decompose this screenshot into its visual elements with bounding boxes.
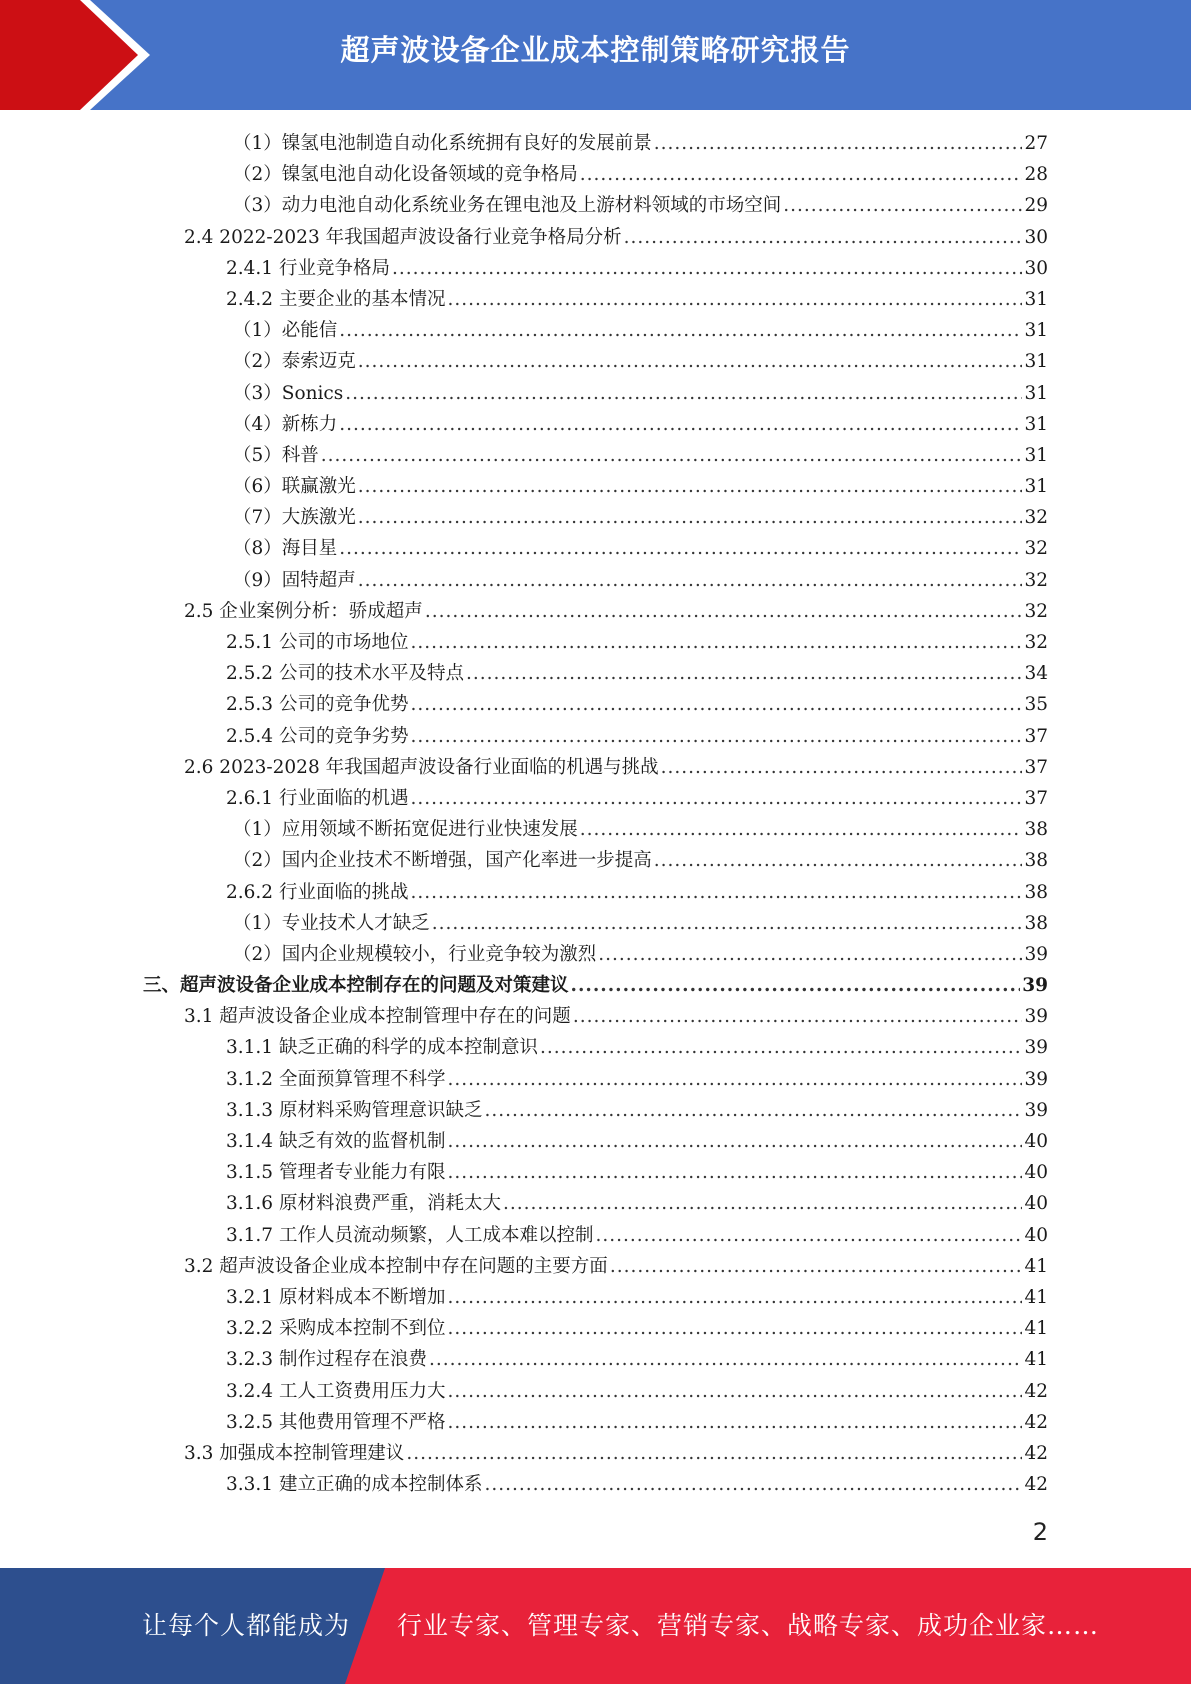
toc-entry-label: 3.1 超声波设备企业成本控制管理中存在的问题: [184, 1006, 571, 1028]
page-footer: [0, 1568, 1191, 1684]
toc-entry[interactable]: [0, 1126, 1191, 1157]
toc-entry-page: 32: [1024, 538, 1048, 560]
toc-entry[interactable]: [0, 783, 1191, 814]
toc-leader-dots: [503, 1188, 1022, 1219]
toc-entry-label: （2）国内企业技术不断增强，国产化率进一步提高: [233, 850, 652, 872]
toc-entry[interactable]: [0, 471, 1191, 502]
toc-entry[interactable]: [0, 190, 1191, 221]
toc-entry-page: 39: [1024, 1099, 1048, 1121]
toc-entry-page: 40: [1024, 1224, 1048, 1246]
toc-entry-page: 40: [1024, 1162, 1048, 1184]
toc-leader-dots: [358, 565, 1023, 596]
toc-entry-page: 29: [1024, 195, 1048, 217]
toc-entry-page: 30: [1024, 257, 1048, 279]
toc-entry-label: 3.1.4 缺乏有效的监督机制: [226, 1131, 446, 1152]
toc-entry[interactable]: [0, 222, 1191, 253]
toc-entry-label: 2.5.4 公司的竞争劣势: [226, 725, 409, 747]
toc-entry-label: 3.2 超声波设备企业成本控制中存在问题的主要方面: [184, 1255, 608, 1277]
toc-entry[interactable]: [0, 1001, 1191, 1032]
toc-entry-page: 31: [1024, 444, 1048, 466]
toc-entry-label: 3.1.5 管理者专业能力有限: [226, 1162, 446, 1184]
toc-entry-page: 39: [1024, 1037, 1048, 1059]
toc-entry-label: 3.1.3 原材料采购管理意识缺乏: [226, 1099, 483, 1121]
toc-leader-dots: [447, 284, 1022, 315]
toc-entry[interactable]: [0, 970, 1191, 1001]
toc-leader-dots: [339, 315, 1022, 346]
toc-entry[interactable]: [0, 1469, 1191, 1500]
toc-leader-dots: [783, 190, 1022, 221]
toc-entry-page: 27: [1024, 133, 1048, 154]
toc-entry-label: 3.2.2 采购成本控制不到位: [226, 1318, 446, 1340]
toc-leader-dots: [573, 1001, 1023, 1032]
toc-entry[interactable]: [0, 752, 1191, 783]
toc-entry[interactable]: [0, 1407, 1191, 1438]
toc-leader-dots: [392, 253, 1022, 284]
toc-entry[interactable]: [0, 502, 1191, 533]
toc-leader-dots: [540, 1032, 1022, 1063]
toc-entry-label: 2.5.2 公司的技术水平及特点: [226, 663, 464, 685]
toc-entry[interactable]: [0, 128, 1191, 159]
toc-entry-label: （4）新栋力: [233, 413, 338, 435]
toc-leader-dots: [654, 845, 1023, 876]
toc-entry[interactable]: [0, 533, 1191, 564]
toc-entry-label: （1）专业技术人才缺乏: [233, 912, 430, 934]
toc-leader-dots: [339, 409, 1022, 440]
toc-leader-dots: [580, 814, 1023, 845]
toc-leader-dots: [447, 1064, 1022, 1095]
page-header: [0, 0, 1191, 110]
toc-leader-dots: [358, 346, 1023, 377]
toc-entry-page: 38: [1024, 819, 1048, 841]
toc-entry[interactable]: [0, 1438, 1191, 1469]
page-number: 2: [1032, 1518, 1048, 1546]
toc-entry[interactable]: [0, 253, 1191, 284]
toc-entry[interactable]: [0, 1376, 1191, 1407]
toc-entry-label: 2.5 企业案例分析：骄成超声: [184, 600, 423, 622]
toc-entry[interactable]: [0, 689, 1191, 720]
toc-entry-label: （1）镍氢电池制造自动化系统拥有良好的发展前景: [233, 133, 652, 154]
toc-entry[interactable]: [0, 1220, 1191, 1251]
toc-entry-label: （7）大族激光: [233, 507, 356, 529]
toc-entry-page: 39: [1024, 1068, 1048, 1090]
toc-leader-dots: [358, 471, 1023, 502]
toc-leader-dots: [484, 1095, 1022, 1126]
toc-leader-dots: [484, 1469, 1022, 1500]
toc-entry-label: （3）动力电池自动化系统业务在锂电池及上游材料领域的市场空间: [233, 195, 782, 217]
toc-entry-label: 3.2.3 制作过程存在浪费: [226, 1349, 427, 1371]
toc-entry[interactable]: [0, 378, 1191, 409]
toc-entry-page: 39: [1024, 943, 1048, 965]
toc-entry-label: 3.2.5 其他费用管理不严格: [226, 1411, 446, 1433]
toc-leader-dots: [345, 378, 1022, 409]
toc-entry[interactable]: [0, 440, 1191, 471]
toc-leader-dots: [447, 1313, 1022, 1344]
toc-entry-label: 3.1.7 工作人员流动频繁，人工成本难以控制: [226, 1224, 594, 1246]
toc-entry[interactable]: [0, 627, 1191, 658]
toc-entry-label: （1）必能信: [233, 320, 338, 342]
toc-entry-label: 3.1.2 全面预算管理不科学: [226, 1068, 446, 1090]
toc-leader-dots: [595, 1220, 1022, 1251]
report-title: 超声波设备企业成本控制策略研究报告: [340, 33, 851, 67]
toc-entry-page: 39: [1024, 1006, 1048, 1028]
toc-entry-label: 2.4 2022-2023 年我国超声波设备行业竞争格局分析: [184, 226, 622, 248]
toc-entry-label: （6）联赢激光: [233, 476, 356, 498]
toc-entry[interactable]: [0, 1188, 1191, 1219]
toc-entry-page: 38: [1024, 850, 1048, 872]
toc-entry-label: 2.4.1 行业竞争格局: [226, 257, 390, 279]
toc-entry-label: （5）科普: [233, 444, 319, 466]
toc-entry[interactable]: [0, 908, 1191, 939]
toc-entry-page: 30: [1024, 226, 1048, 248]
toc-entry[interactable]: [0, 315, 1191, 346]
toc-entry-label: （1）应用领域不断拓宽促进行业快速发展: [233, 819, 578, 841]
toc-leader-dots: [425, 596, 1023, 627]
toc-entry-label: （2）国内企业规模较小，行业竞争较为激烈: [233, 943, 597, 965]
toc-entry-page: 41: [1024, 1318, 1048, 1340]
toc-entry[interactable]: [0, 346, 1191, 377]
toc-entry-label: 3.3 加强成本控制管理建议: [184, 1442, 405, 1464]
toc-entry[interactable]: [0, 159, 1191, 190]
toc-entry[interactable]: [0, 1282, 1191, 1313]
toc-leader-dots: [447, 1282, 1022, 1313]
toc-leader-dots: [661, 752, 1023, 783]
toc-entry-page: 42: [1024, 1411, 1048, 1433]
toc-entry-label: 2.5.1 公司的市场地位: [226, 632, 409, 653]
toc-entry[interactable]: [0, 596, 1191, 627]
toc-entry-label: （3）Sonics: [233, 382, 344, 404]
toc-entry[interactable]: [0, 1032, 1191, 1063]
toc-entry-page: 42: [1024, 1442, 1048, 1464]
toc-entry[interactable]: [0, 1064, 1191, 1095]
toc-leader-dots: [598, 939, 1022, 970]
toc-entry-label: 2.6.2 行业面临的挑战: [226, 881, 409, 903]
toc-entry[interactable]: [0, 1095, 1191, 1126]
toc-leader-dots: [429, 1344, 1022, 1375]
toc-entry-label: 2.5.3 公司的竞争优势: [226, 694, 409, 716]
toc-entry-page: 42: [1024, 1380, 1048, 1402]
toc-leader-dots: [447, 1157, 1022, 1188]
toc-entry[interactable]: [0, 1157, 1191, 1188]
toc-leader-dots: [410, 689, 1022, 720]
toc-leader-dots: [447, 1407, 1022, 1438]
toc-entry[interactable]: [0, 284, 1191, 315]
toc-entry-label: 2.6.1 行业面临的机遇: [226, 787, 409, 809]
footer-slogan-left: 让每个人都能成为: [142, 1611, 351, 1640]
toc-entry[interactable]: [0, 1344, 1191, 1375]
toc-entry-page: 32: [1024, 507, 1048, 529]
toc-leader-dots: [447, 1126, 1022, 1157]
toc-entry-label: （2）泰索迈克: [233, 351, 356, 373]
toc-entry-label: 2.6 2023-2028 年我国超声波设备行业面临的机遇与挑战: [184, 756, 659, 778]
toc-leader-dots: [410, 783, 1022, 814]
toc-entry[interactable]: [0, 409, 1191, 440]
toc-entry-label: 3.2.4 工人工资费用压力大: [226, 1380, 446, 1402]
toc-entry-page: 31: [1024, 320, 1048, 342]
toc-entry-page: 32: [1024, 600, 1048, 622]
toc-entry[interactable]: [0, 565, 1191, 596]
toc-entry-page: 28: [1024, 164, 1048, 186]
toc-entry-label: 2.4.2 主要企业的基本情况: [226, 288, 446, 310]
footer-slogan-right: 行业专家、管理专家、营销专家、战略专家、成功企业家……: [397, 1611, 1100, 1640]
toc-entry[interactable]: [0, 814, 1191, 845]
toc-leader-dots: [410, 627, 1022, 658]
toc-leader-dots: [624, 222, 1023, 253]
toc-entry-page: 37: [1024, 756, 1048, 778]
toc-entry-page: 40: [1024, 1193, 1048, 1215]
toc-entry[interactable]: [0, 1313, 1191, 1344]
toc-entry-page: 34: [1024, 663, 1048, 685]
toc-leader-dots: [580, 159, 1023, 190]
toc-leader-dots: [406, 1438, 1022, 1469]
toc-entry-label: 三、超声波设备企业成本控制存在的问题及对策建议: [143, 975, 569, 997]
toc-leader-dots: [610, 1251, 1023, 1282]
toc-entry-label: （2）镍氢电池自动化设备领域的竞争格局: [233, 164, 578, 186]
toc-entry-page: 40: [1024, 1131, 1048, 1152]
toc-entry-page: 31: [1024, 288, 1048, 310]
toc-leader-dots: [447, 1376, 1022, 1407]
toc-entry-page: 31: [1024, 382, 1048, 404]
toc-entry-label: 3.3.1 建立正确的成本控制体系: [226, 1474, 483, 1496]
toc-leader-dots: [432, 908, 1023, 939]
toc-entry-label: （8）海目星: [233, 538, 338, 560]
toc-entry[interactable]: [0, 939, 1191, 970]
toc-entry-page: 41: [1024, 1286, 1048, 1308]
toc-entry-label: 3.1.6 原材料浪费严重，消耗太大: [226, 1193, 501, 1215]
toc-entry-page: 32: [1024, 632, 1048, 653]
toc-entry[interactable]: [0, 721, 1191, 752]
toc-entry-page: 39: [1022, 975, 1048, 997]
toc-entry[interactable]: [0, 877, 1191, 908]
toc-leader-dots: [654, 128, 1023, 159]
toc-leader-dots: [339, 533, 1022, 564]
toc-entry[interactable]: [0, 845, 1191, 876]
toc-entry-page: 31: [1024, 413, 1048, 435]
toc-entry-page: 42: [1024, 1474, 1048, 1496]
toc-entry-page: 38: [1024, 881, 1048, 903]
toc-entry-page: 41: [1024, 1255, 1048, 1277]
toc-entry-label: 3.2.1 原材料成本不断增加: [226, 1286, 446, 1308]
toc-leader-dots: [321, 440, 1023, 471]
toc-entry-page: 41: [1024, 1349, 1048, 1371]
toc-entry-label: 3.1.1 缺乏正确的科学的成本控制意识: [226, 1037, 538, 1059]
toc-entry[interactable]: [0, 658, 1191, 689]
toc-leader-dots: [358, 502, 1023, 533]
table-of-contents: [0, 128, 1191, 1500]
toc-entry-page: 37: [1024, 725, 1048, 747]
toc-entry-page: 37: [1024, 787, 1048, 809]
toc-leader-dots: [410, 877, 1022, 908]
toc-entry-label: （9）固特超声: [233, 569, 356, 591]
toc-leader-dots: [466, 658, 1022, 689]
toc-entry-page: 31: [1024, 476, 1048, 498]
toc-entry-page: 38: [1024, 912, 1048, 934]
toc-entry-page: 35: [1024, 694, 1048, 716]
toc-leader-dots: [571, 970, 1021, 1001]
toc-entry-page: 32: [1024, 569, 1048, 591]
toc-leader-dots: [410, 721, 1022, 752]
toc-entry-page: 31: [1024, 351, 1048, 373]
toc-entry[interactable]: [0, 1251, 1191, 1282]
